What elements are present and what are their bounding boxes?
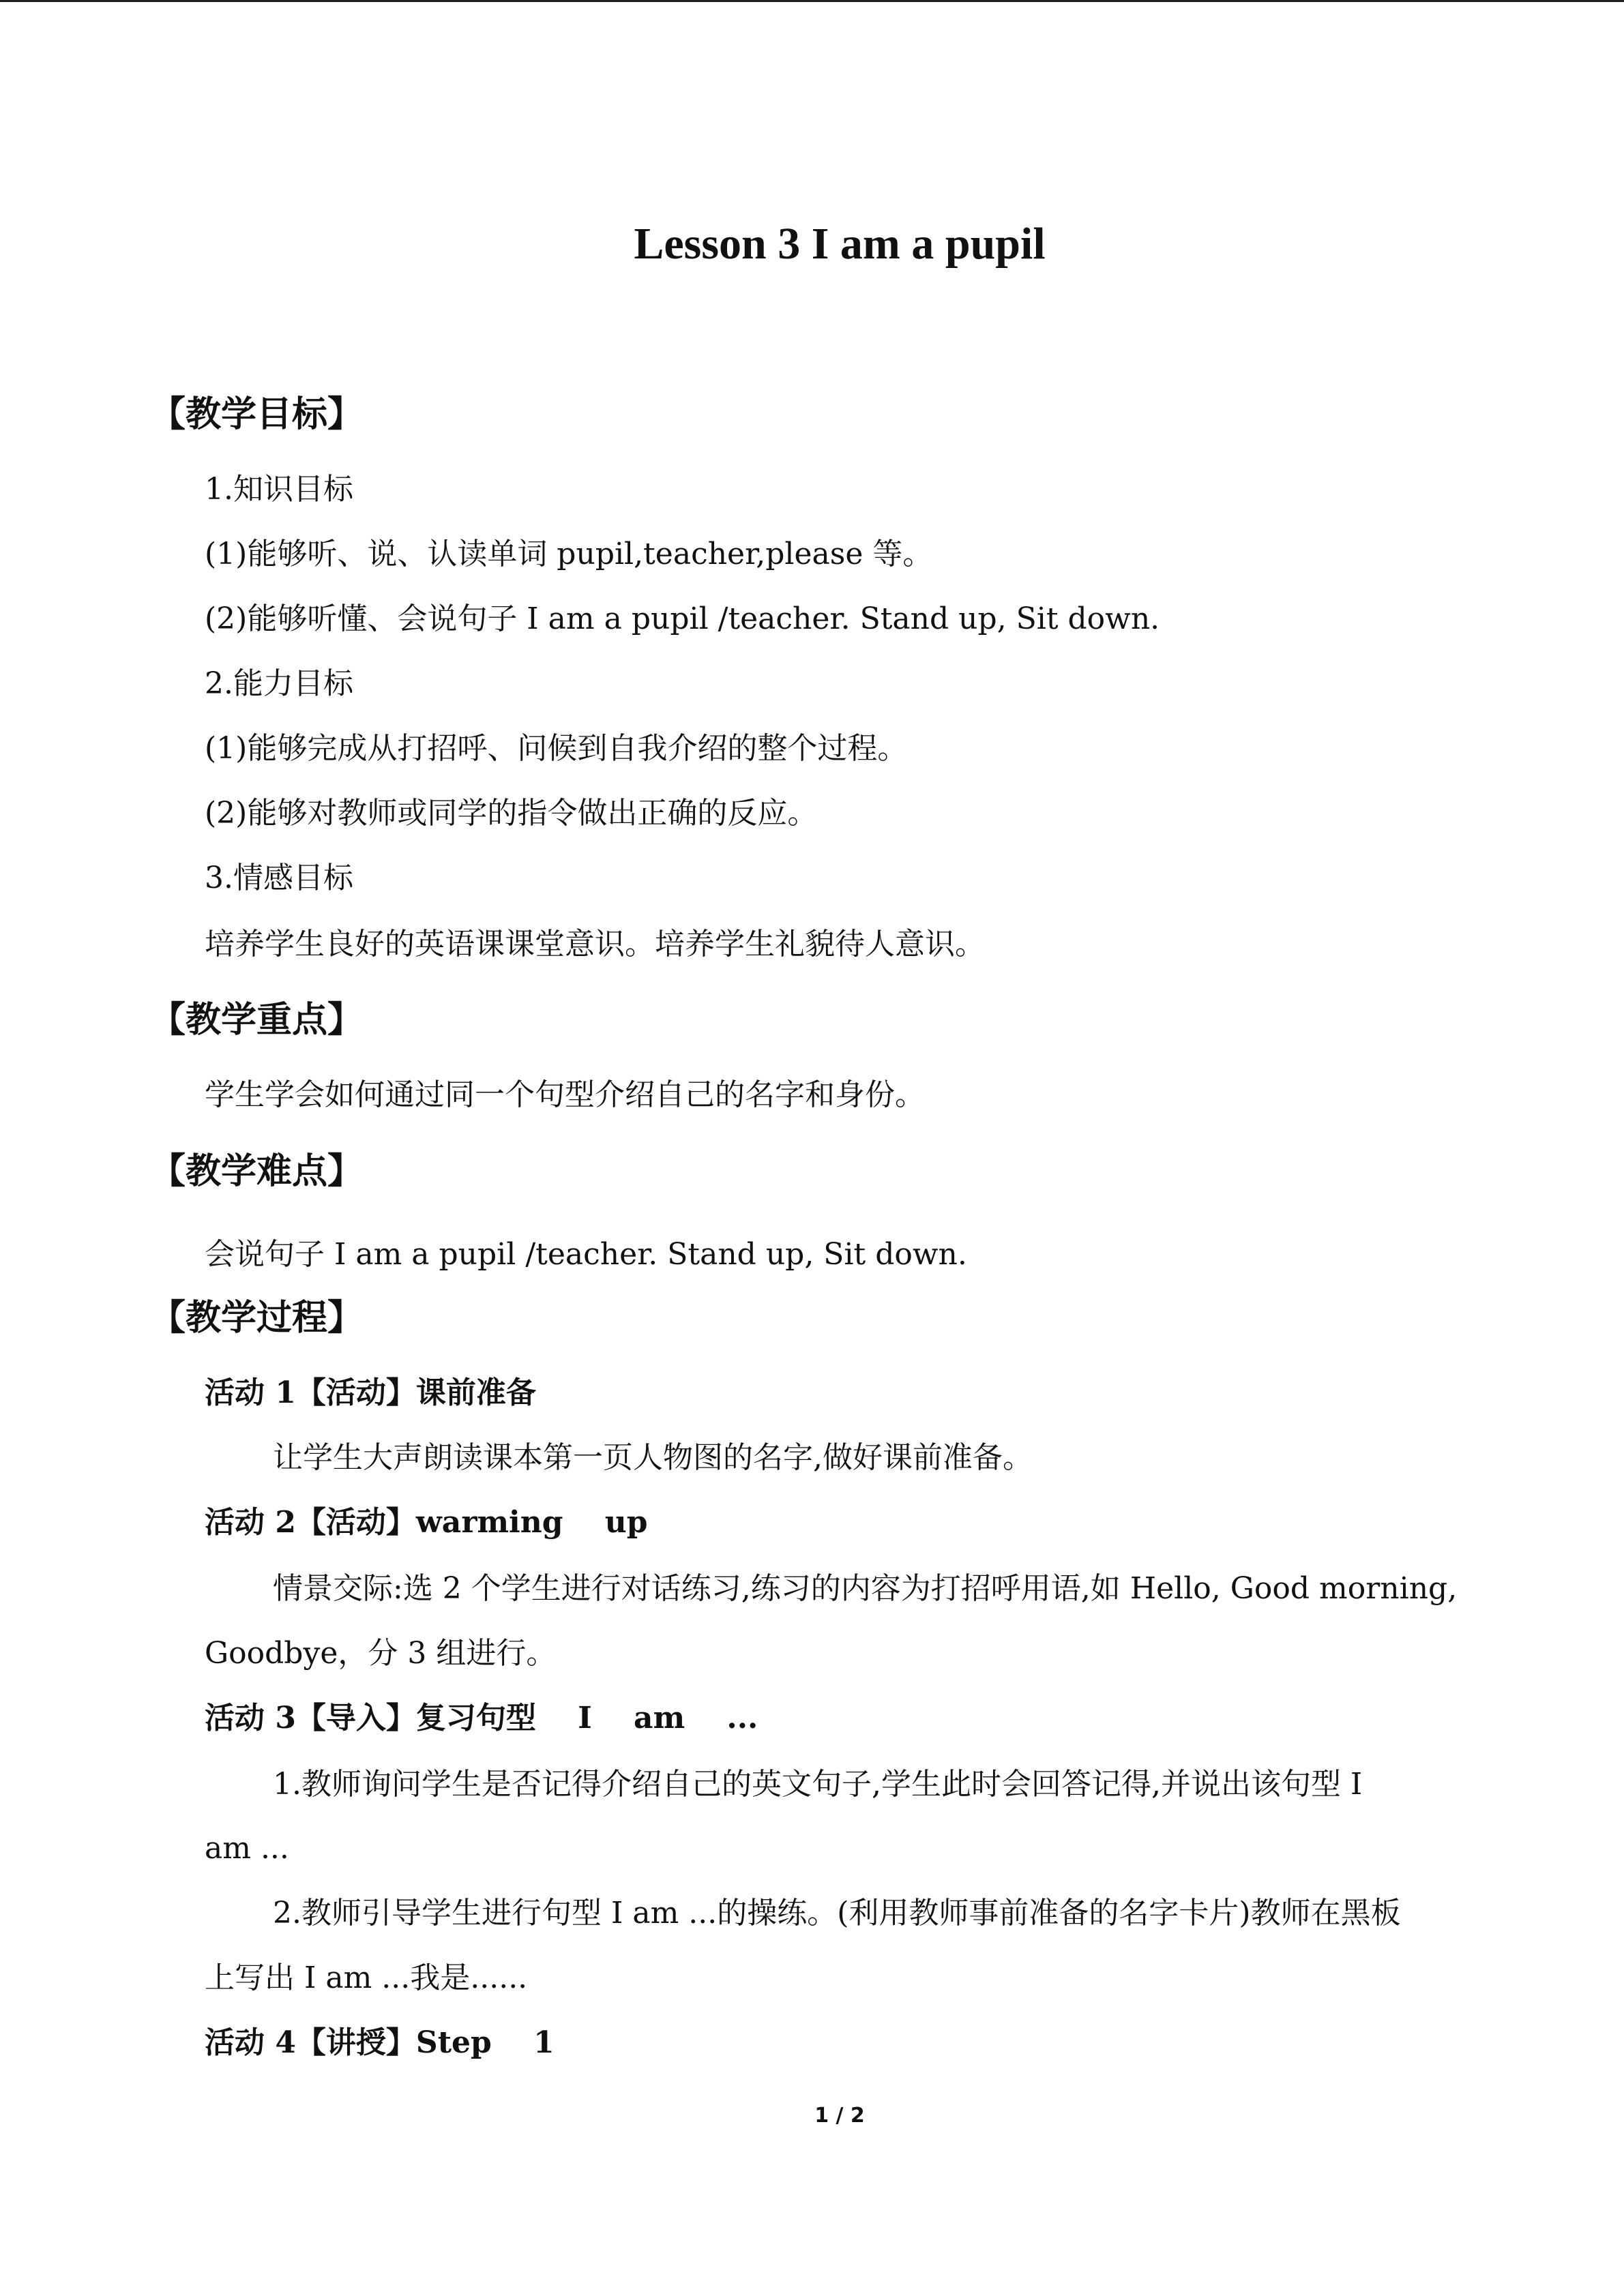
activity-3-line: am ...	[205, 1831, 289, 1866]
objective-line: (1)能够完成从打招呼、问候到自我介绍的整个过程。	[205, 731, 908, 766]
objective-line: (2)能够听懂、会说句子 I am a pupil /teacher. Stand up, Sit down.	[205, 601, 1160, 636]
objective-line: 1.知识目标	[205, 472, 353, 507]
activity-2-title: 活动 2【活动】warming up	[205, 1505, 648, 1540]
activity-2-line: 情景交际:选 2 个学生进行对话练习,练习的内容为打招呼用语,如 Hello, Good morning,	[273, 1571, 1458, 1606]
activity-2-line: Goodbye，分 3 组进行。	[205, 1636, 557, 1671]
activity-1-title: 活动 1【活动】课前准备	[205, 1375, 536, 1410]
section-heading-process: 【教学过程】	[150, 1298, 364, 1339]
activity-3-line: 上写出 I am ...我是......	[205, 1960, 528, 1995]
activity-1-line: 让学生大声朗读课本第一页人物图的名字,做好课前准备。	[273, 1440, 1033, 1475]
section-heading-key-points: 【教学重点】	[150, 1000, 364, 1041]
objective-line: 3.情感目标	[205, 861, 353, 895]
objective-line: (1)能够听、说、认读单词 pupil,teacher,please 等。	[205, 537, 933, 571]
difficulty-line: 会说句子 I am a pupil /teacher. Stand up, Sit down.	[205, 1237, 967, 1272]
page-title: Lesson 3 I am a pupil	[634, 219, 1046, 269]
page-indicator: 1 / 2	[814, 2104, 865, 2128]
activity-3-title: 活动 3【导入】复习句型 I am ...	[205, 1701, 758, 1735]
section-heading-difficulties: 【教学难点】	[150, 1151, 364, 1192]
activity-3-line: 1.教师询问学生是否记得介绍自己的英文句子,学生此时会回答记得,并说出该句型 I	[273, 1767, 1363, 1802]
activity-4-title: 活动 4【讲授】Step 1	[205, 2025, 555, 2060]
key-point-line: 学生学会如何通过同一个句型介绍自己的名字和身份。	[205, 1077, 925, 1112]
section-heading-objectives: 【教学目标】	[150, 394, 364, 435]
objective-line: 2.能力目标	[205, 666, 353, 701]
objective-line: (2)能够对教师或同学的指令做出正确的反应。	[205, 796, 818, 831]
objective-line: 培养学生良好的英语课课堂意识。培养学生礼貌待人意识。	[205, 927, 985, 961]
activity-3-line: 2.教师引导学生进行句型 I am ...的操练。(利用教师事前准备的名字卡片)教师在黑板	[273, 1896, 1401, 1930]
